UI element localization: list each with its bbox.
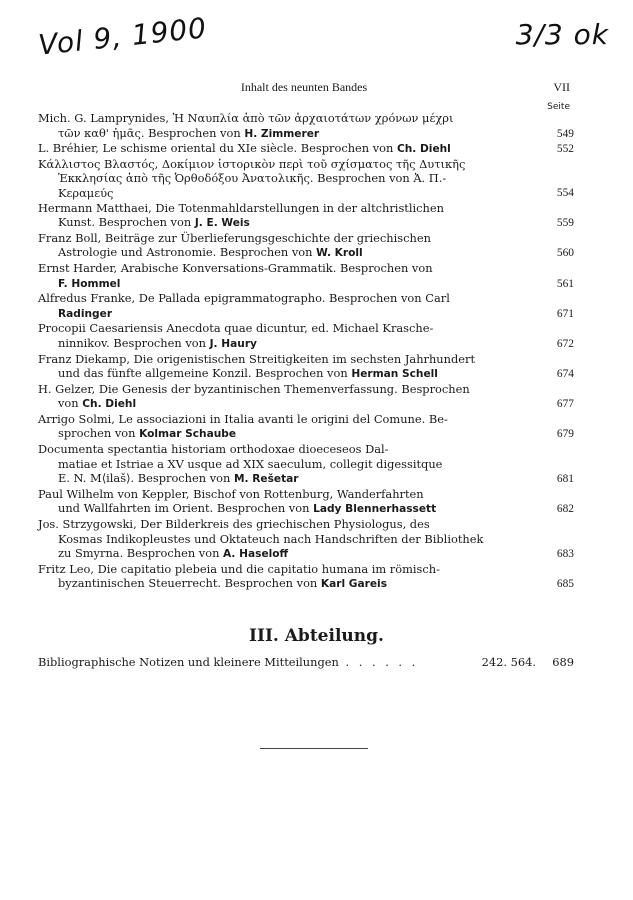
- leader-dots: . . . . . .: [338, 655, 419, 669]
- entry-line2: [38, 276, 538, 292]
- entry-line3: [38, 471, 538, 487]
- entry-text: und Wallfahrten im Orient. Besprochen von: [58, 501, 310, 516]
- entry-text: und das fünfte allgemeine Konzil. Besprochen von: [58, 366, 348, 381]
- entry-line2: [38, 245, 538, 261]
- entry-text: Franz Boll, Beiträge zur Überlieferungsgeschichte der griechischen: [38, 230, 431, 245]
- toc-entry: [38, 562, 574, 592]
- entry-text: L. Bréhier, Le schisme oriental du XIe siècle. Besprochen von: [38, 141, 394, 156]
- entry-text: Alfredus Franke, De Pallada epigrammatographo. Besprochen von Carl: [38, 291, 450, 306]
- toc-entry: [38, 141, 574, 157]
- entry-text: Paul Wilhelm von Keppler, Bischof von Rottenburg, Wanderfahrten: [38, 486, 424, 501]
- entry-text: E. N. M⟨ilaš⟩. Besprochen von: [58, 471, 231, 486]
- reviewer-name: Ch. Diehl: [82, 398, 137, 411]
- entry-text: matiae et Istriae a XV usque ad XIX saeculum, collegit digessitque: [58, 456, 443, 471]
- entry-text: Kosmas Indikopleustes und Oktateuch nach Handschriften der Bibliothek: [58, 531, 484, 546]
- handwritten-check-note: 3/3 ok: [515, 18, 609, 51]
- toc-entry: [38, 442, 574, 487]
- entry-page-number: 672: [556, 337, 574, 350]
- entry-line2: [38, 501, 538, 517]
- toc-entry: [38, 487, 574, 517]
- entry-line2: [38, 576, 538, 592]
- reviewer-name: Kolmar Schaube: [139, 428, 237, 441]
- entry-text: byzantinischen Steuerrecht. Besprochen von: [58, 576, 318, 591]
- entry-line1: [38, 412, 538, 427]
- entry-text: Κάλλιστος Βλαστός, Δοκίμιον ἱστορικὸν περὶ τοῦ σχίσματος τῆς Δυτικῆς: [38, 156, 466, 171]
- entry-line2: [38, 126, 538, 142]
- entry-line1: [38, 352, 538, 367]
- toc-entry: [38, 321, 574, 351]
- entry-text: Franz Diekamp, Die origenistischen Streitigkeiten im sechsten Jahrhundert: [38, 351, 476, 366]
- entry-line1: [38, 201, 538, 216]
- entry-text: Fritz Leo, Die capitatio plebeia und die capitatio humana im römisch-: [38, 561, 440, 576]
- entry-text: τῶν καθ' ἡμᾶς. Besprochen von: [58, 125, 241, 140]
- toc-entry: [38, 157, 574, 201]
- toc-entry: [38, 352, 574, 382]
- reviewer-name: Herman Schell: [351, 368, 438, 381]
- entry-text: Kunst. Besprochen von: [58, 215, 192, 230]
- entry-page-number: 560: [556, 247, 574, 260]
- entry-line2: [38, 457, 538, 472]
- reviewer-name: Ch. Diehl: [396, 143, 451, 156]
- toc-entry: [38, 111, 574, 141]
- entry-text: Astrologie und Astronomie. Besprochen von: [58, 245, 313, 260]
- reviewer-name: M. Rešetar: [233, 473, 299, 486]
- entry-line2: [38, 396, 538, 412]
- entry-text: zu Smyrna. Besprochen von: [58, 546, 220, 561]
- reviewer-name: F. Hommel: [58, 277, 121, 290]
- entry-line2: [38, 532, 538, 547]
- seite-label: Seite: [547, 102, 570, 112]
- reviewer-name: H. Zimmerer: [244, 127, 320, 140]
- entry-line2: [38, 215, 538, 231]
- reviewer-name: Radinger: [58, 307, 113, 320]
- entry-page-number: 549: [556, 127, 574, 140]
- entry-page-number: 674: [556, 368, 574, 381]
- toc-entry-biblio: [38, 655, 574, 669]
- entry-line1: [38, 442, 538, 457]
- page-title: Inhalt des neunten Bandes: [240, 80, 368, 94]
- entry-text: von: [58, 396, 79, 411]
- toc-entry: [38, 201, 574, 231]
- biblio-pages: 242. 564.: [481, 655, 536, 669]
- entry-line1: [38, 141, 538, 157]
- entry-text: Κεραμεύς: [58, 185, 114, 200]
- toc-entry: [38, 231, 574, 261]
- section-heading: III. Abteilung.: [249, 626, 384, 646]
- entry-page-number: 683: [556, 548, 574, 561]
- reviewer-name: Lady Blennerhassett: [313, 503, 437, 516]
- entry-text: Mich. G. Lamprynides, Ἡ Ναυπλία ἀπὸ τῶν ἀρχαιοτάτων χρόνων μέχρι: [38, 111, 454, 125]
- entry-line2: [38, 366, 538, 382]
- entry-line1: [38, 291, 538, 306]
- entry-text: Jos. Strzygowski, Der Bilderkreis des griechischen Physiologus, des: [38, 517, 430, 532]
- reviewer-name: A. Haseloff: [223, 548, 289, 561]
- entry-page-number: 561: [556, 277, 574, 290]
- page-number: VII: [553, 80, 570, 94]
- entry-line2: [38, 336, 538, 352]
- entry-line1: [38, 382, 538, 397]
- page-header: [38, 80, 570, 100]
- biblio-title: Bibliographische Notizen und kleinere Mitteilungen: [38, 655, 339, 669]
- entry-text: Documenta spectantia historiam orthodoxae dioeceseos Dal-: [38, 442, 389, 457]
- toc-entry: [38, 517, 574, 562]
- entry-line2: [38, 171, 538, 186]
- toc-entry: [38, 261, 574, 291]
- toc-entry: [38, 382, 574, 412]
- reviewer-name: W. Kroll: [316, 247, 363, 260]
- entry-line1: [38, 321, 538, 336]
- handwritten-volume-note: Vol 9, 1900: [36, 11, 209, 62]
- entry-text: Ἐκκλησίας ἀπὸ τῆς Ὀρθοδόξου Ἀνατολικῆς. Besprochen von Ἀ. Π.-: [58, 171, 447, 186]
- entry-line1: [38, 111, 538, 126]
- entry-text: Ernst Harder, Arabische Konversations-Grammatik. Besprochen von: [38, 260, 433, 275]
- entry-line2: [38, 306, 538, 322]
- entry-line1: [38, 517, 538, 532]
- entry-text: Arrigo Solmi, Le associazioni in Italia avanti le origini del Comune. Be-: [38, 411, 448, 426]
- entry-text: ninnikov. Besprochen von: [58, 335, 206, 350]
- entry-line3: [38, 546, 538, 562]
- entry-line1: [38, 487, 538, 502]
- entry-line2: [38, 426, 538, 442]
- entry-page-number: 682: [556, 503, 574, 516]
- entry-page-number: 679: [556, 428, 574, 441]
- entry-page-number: 554: [556, 186, 574, 199]
- reviewer-name: J. E. Weis: [194, 217, 250, 230]
- entry-text: H. Gelzer, Die Genesis der byzantinischen Themenverfassung. Besprochen: [38, 381, 470, 396]
- entry-line1: [38, 157, 538, 172]
- entry-line3: [38, 186, 538, 201]
- entry-text: Procopii Caesariensis Anecdota quae dicuntur, ed. Michael Krasche-: [38, 321, 434, 336]
- entry-line1: [38, 231, 538, 246]
- entry-page-number: 559: [556, 217, 574, 230]
- toc-entries: [38, 111, 574, 592]
- toc-entry: [38, 291, 574, 321]
- biblio-page-number: 689: [552, 655, 574, 669]
- entry-page-number: 685: [556, 578, 574, 591]
- entry-page-number: 681: [556, 473, 574, 486]
- entry-text: sprochen von: [58, 426, 136, 441]
- entry-line1: [38, 562, 538, 577]
- reviewer-name: J. Haury: [209, 337, 257, 350]
- closing-rule: [260, 748, 368, 749]
- entry-text: Hermann Matthaei, Die Totenmahldarstellungen in der altchristlichen: [38, 200, 444, 215]
- reviewer-name: Karl Gareis: [320, 578, 387, 591]
- entry-page-number: 671: [556, 307, 574, 320]
- entry-page-number: 552: [556, 143, 574, 156]
- entry-page-number: 677: [556, 398, 574, 411]
- entry-line1: [38, 261, 538, 276]
- toc-entry: [38, 412, 574, 442]
